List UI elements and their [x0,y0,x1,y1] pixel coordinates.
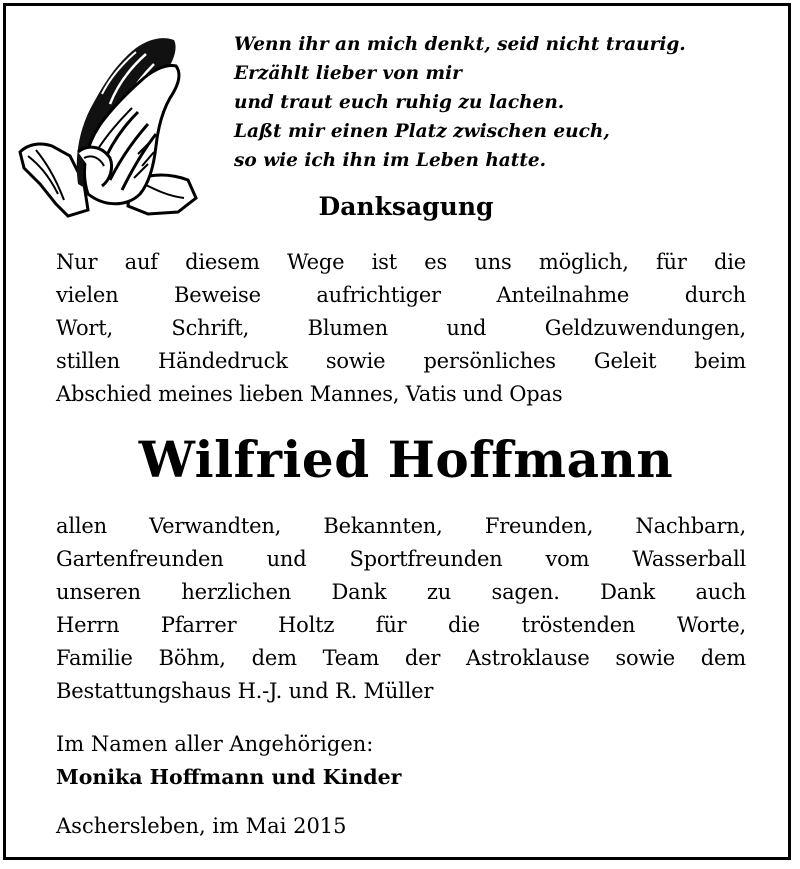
paragraph-line: unseren herzlichen Dank zu sagen. Dank auch [56,580,746,604]
poem-line: so wie ich ihn im Leben hatte. [234,150,547,171]
paragraph-line: Familie Böhm, dem Team der Astroklause sowie dem [56,646,746,670]
signature-intro: Im Namen aller Angehörigen: [56,732,374,756]
paragraph-line: Wort, Schrift, Blumen und Geldzuwendungen, [56,316,746,340]
paragraph-line: allen Verwandten, Bekannten, Freunden, Nachbarn, [56,514,746,538]
paragraph-line: Abschied meines lieben Mannes, Vatis und Opas [56,382,563,406]
poem [234,30,774,175]
signature-name: Monika Hoffmann und Kinder [56,765,402,789]
paragraph-line: Herrn Pfarrer Holtz für die tröstenden Worte, [56,613,746,637]
poem-line: Erzählt lieber von mir [234,63,462,84]
poem-line: und traut euch ruhig zu lachen. [234,92,565,113]
paragraph-line: Gartenfreunden und Sportfreunden vom Wasserball [56,547,746,571]
deceased-name: Wilfried Hoffmann [138,430,674,489]
thanks-paragraph [56,246,746,411]
acknowledgement-paragraph [56,510,746,708]
poem-line: Laßt mir einen Platz zwischen euch, [234,121,610,142]
poem-line: Wenn ihr an mich denkt, seid nicht traurig. [234,34,686,55]
paragraph-line: Nur auf diesem Wege ist es uns möglich, für die [56,250,746,274]
paragraph-line: stillen Händedruck sowie persönliches Geleit beim [56,349,746,373]
paragraph-line: vielen Beweise aufrichtiger Anteilnahme durch [56,283,746,307]
place-date: Aschersleben, im Mai 2015 [56,814,347,838]
notice-heading: Danksagung [318,192,494,221]
paragraph-line: Bestattungshaus H.-J. und R. Müller [56,679,434,703]
